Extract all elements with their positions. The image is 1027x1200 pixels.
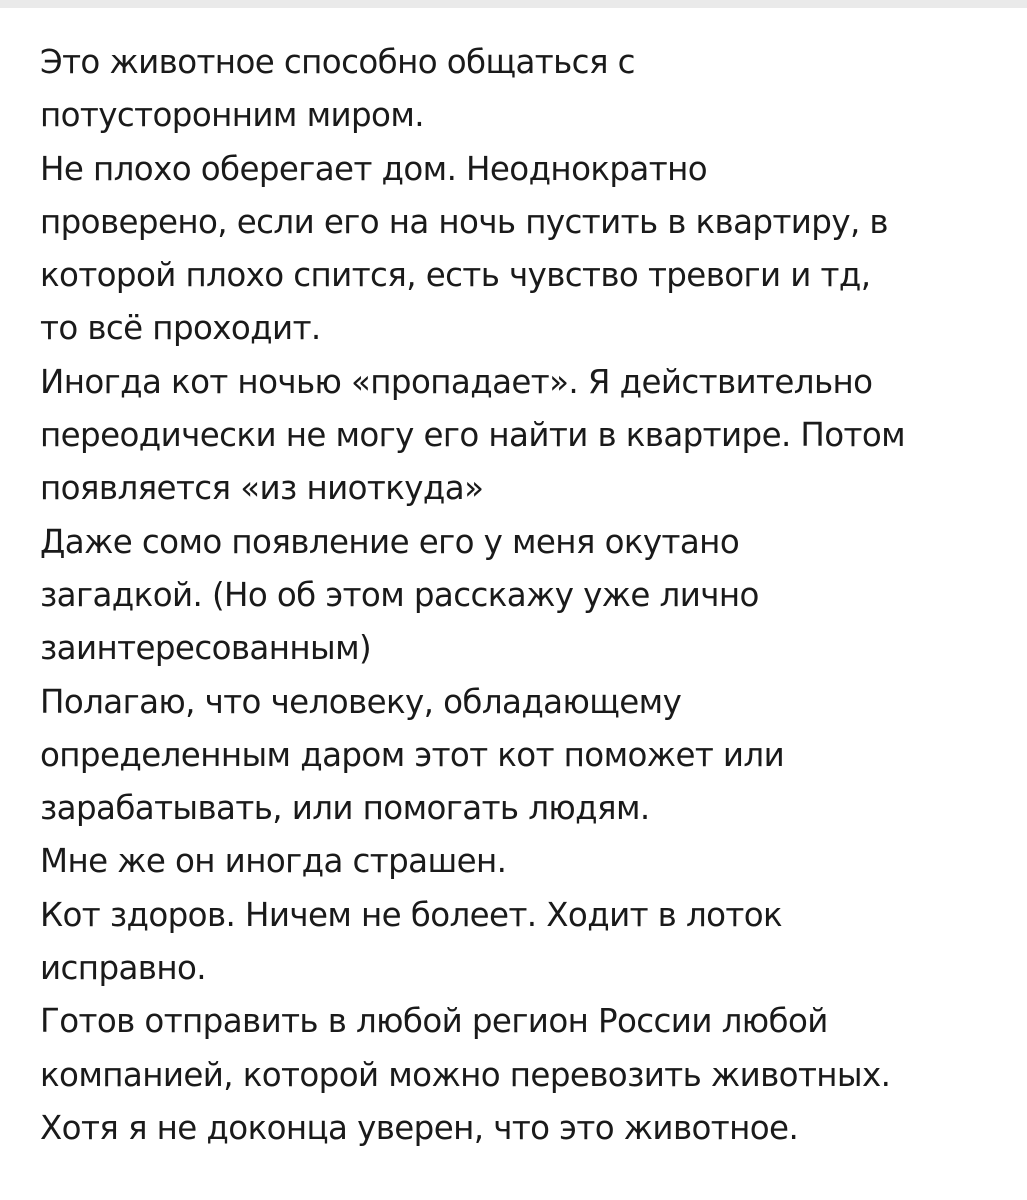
text-line: исправно. — [40, 949, 207, 988]
text-line: проверено, если его на ночь пустить в квартиру, в — [40, 202, 888, 241]
text-line: компанией, которой можно перевозить животных. — [40, 1055, 891, 1094]
text-line: Мне же он иногда страшен. — [40, 842, 507, 881]
text-line: Даже сомо появление его у меня окутано — [40, 522, 740, 561]
text-line: появляется «из ниоткуда» — [40, 469, 484, 508]
text-line: Это животное способно общаться с — [40, 43, 635, 81]
text-line: переодически не могу его найти в квартире. Потом — [40, 416, 906, 455]
text-line: то всё проходит. — [40, 309, 321, 348]
text-line: Не плохо оберегает дом. Неоднократно — [40, 149, 708, 188]
text-line: заинтересованным) — [40, 629, 372, 668]
top-edge-strip — [0, 0, 1027, 8]
message-text — [40, 36, 1000, 1155]
text-line: Готов отправить в любой регион России любой — [40, 1002, 828, 1041]
text-line: Иногда кот ночью «пропадает». Я действительно — [40, 362, 873, 401]
text-line: потусторонним миром. — [40, 96, 424, 135]
text-line: Полагаю, что человеку, обладающему — [40, 682, 682, 721]
text-line: Хотя я не доконца уверен, что это животное. — [40, 1108, 799, 1147]
text-line: которой плохо спится, есть чувство тревоги и тд, — [40, 256, 871, 295]
text-line: определенным даром этот кот поможет или — [40, 735, 785, 774]
text-line: зарабатывать, или помогать людям. — [40, 789, 650, 828]
text-line: загадкой. (Но об этом расскажу уже лично — [40, 575, 759, 614]
text-line: Кот здоров. Ничем не болеет. Ходит в лоток — [40, 895, 783, 934]
